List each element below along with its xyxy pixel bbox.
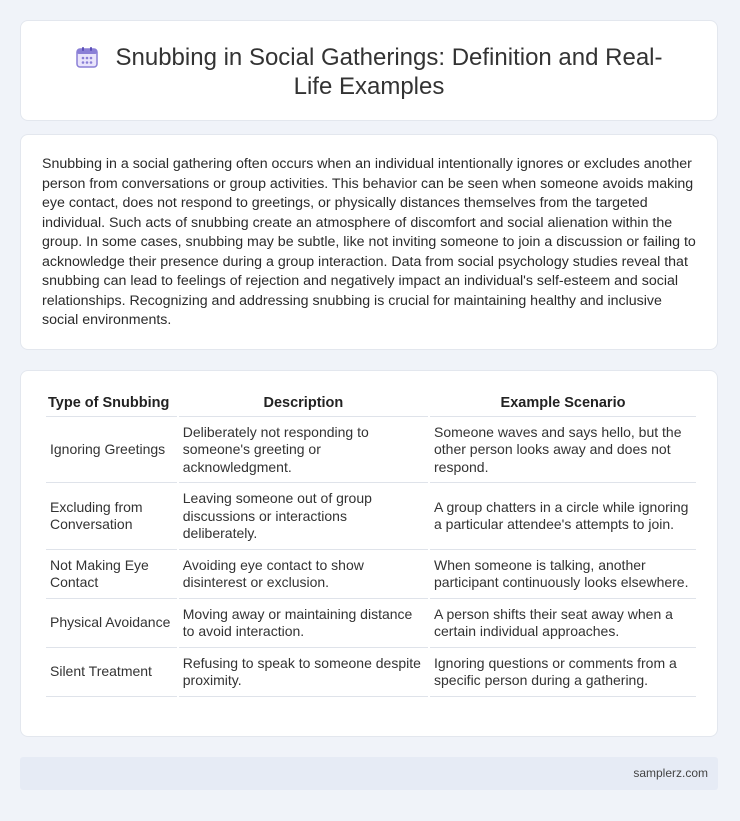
cell-example: When someone is talking, another participant continuously looks elsewhere. bbox=[430, 550, 696, 599]
table-header-row bbox=[46, 393, 696, 417]
cell-example: Ignoring questions or comments from a specific person during a gathering. bbox=[430, 648, 696, 697]
header-type: Type of Snubbing bbox=[46, 393, 177, 417]
page-title-row bbox=[21, 43, 717, 101]
footer-bar bbox=[20, 757, 718, 790]
table-row bbox=[46, 599, 696, 648]
cell-description: Leaving someone out of group discussions or interactions deliberately. bbox=[179, 483, 428, 550]
cell-description: Moving away or maintaining distance to avoid interaction. bbox=[179, 599, 428, 648]
cell-description: Deliberately not responding to someone's greeting or acknowledgment. bbox=[179, 417, 428, 484]
page-title: Snubbing in Social Gatherings: Definition and Real-Life Examples bbox=[115, 44, 663, 100]
cell-description: Refusing to speak to someone despite proximity. bbox=[179, 648, 428, 697]
footer-site-link[interactable]: samplerz.com bbox=[633, 766, 708, 780]
table-card bbox=[20, 370, 718, 737]
cell-example: A group chatters in a circle while ignoring a particular attendee's attempts to join. bbox=[430, 483, 696, 550]
cell-type: Ignoring Greetings bbox=[46, 417, 177, 484]
header-example: Example Scenario bbox=[430, 393, 696, 417]
cell-type: Silent Treatment bbox=[46, 648, 177, 697]
cell-example: A person shifts their seat away when a certain individual approaches. bbox=[430, 599, 696, 648]
header-description: Description bbox=[179, 393, 428, 417]
cell-type: Excluding from Conversation bbox=[46, 483, 177, 550]
snubbing-table bbox=[44, 393, 698, 697]
cell-description: Avoiding eye contact to show disinterest or exclusion. bbox=[179, 550, 428, 599]
cell-type: Physical Avoidance bbox=[46, 599, 177, 648]
table-row bbox=[46, 648, 696, 697]
intro-paragraph: Snubbing in a social gathering often occurs when an individual intentionally ignores or excludes another person from conversations or group activities. This behavior can be seen when someone avoids making eye contact, does not respond to greetings, or physically distances themselves from the targeted individual. Such acts of snubbing create an atmosphere of discomfort and social alienation within the group. In some cases, snubbing may be subtle, like not inviting someone to join a discussion or failing to acknowledge their presence during a group interaction. Data from social psychology studies reveal that snubbing can lead to feelings of rejection and negatively impact an individual's self-esteem and social relationships. Recognizing and addressing snubbing is crucial for maintaining healthy and inclusive social environments. bbox=[42, 156, 696, 328]
table-row bbox=[46, 483, 696, 550]
calendar-icon bbox=[76, 46, 98, 68]
table-row bbox=[46, 550, 696, 599]
table-row bbox=[46, 417, 696, 484]
cell-example: Someone waves and says hello, but the other person looks away and does not respond. bbox=[430, 417, 696, 484]
cell-type: Not Making Eye Contact bbox=[46, 550, 177, 599]
intro-card bbox=[20, 134, 718, 350]
title-card bbox=[20, 20, 718, 121]
